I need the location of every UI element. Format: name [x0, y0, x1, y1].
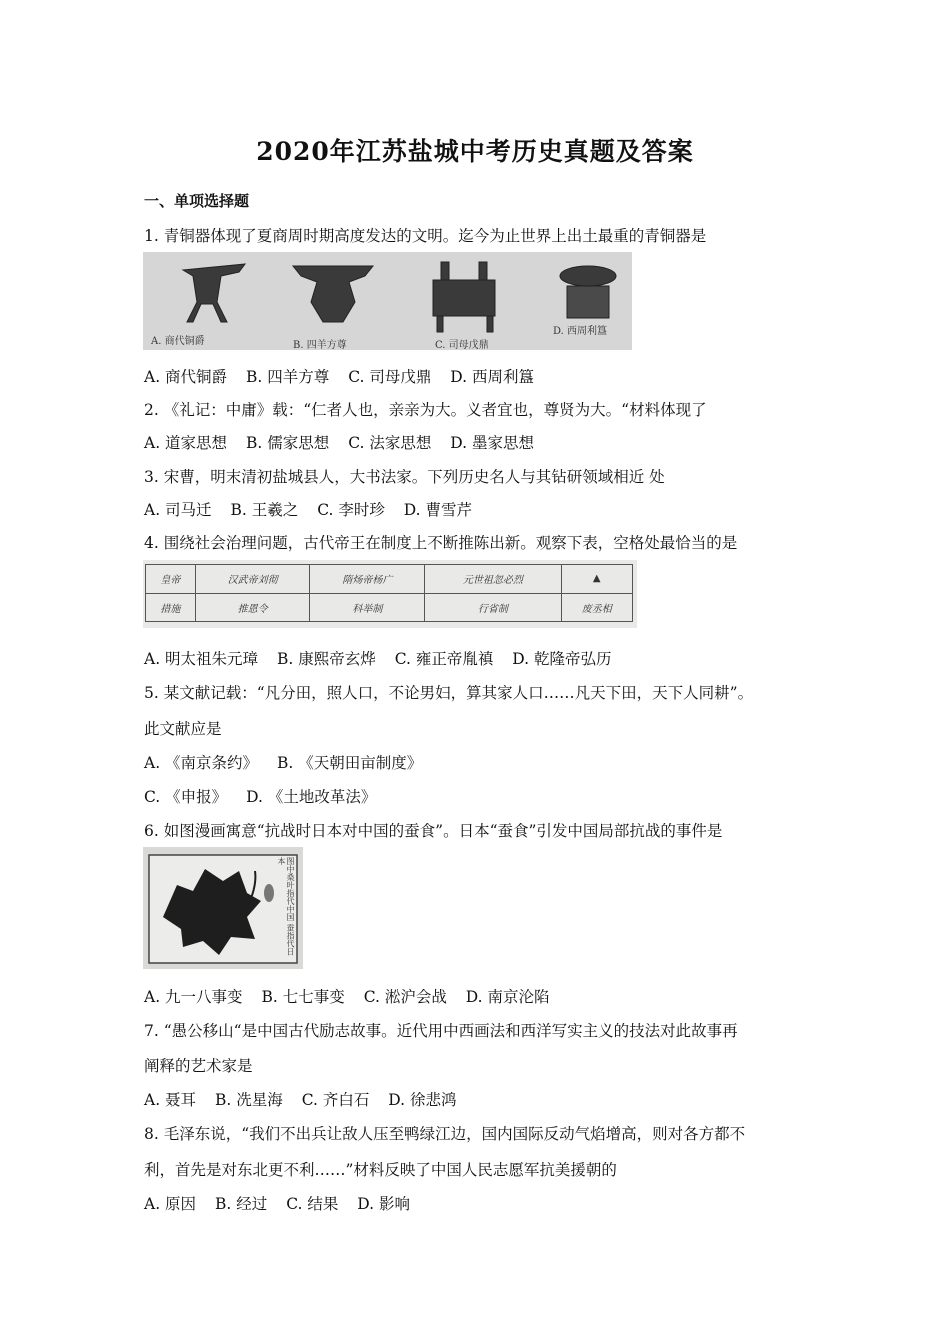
- table-cell: 元世祖忽必烈: [425, 565, 561, 594]
- table-cell: 推恩令: [195, 593, 310, 622]
- question-7-stem: 7. “愚公移山“是中国古代励志故事。近代用中西画法和西洋写实主义的技法对此故事再: [144, 1022, 738, 1040]
- table-cell: 行省制: [425, 593, 561, 622]
- question-8-stem-continued: 利，首先是对东北更不利……”材料反映了中国人民志愿军抗美援朝的: [144, 1161, 617, 1179]
- option-b[interactable]: B. 康熙帝玄烨: [277, 650, 376, 668]
- option-d[interactable]: D. 《土地改革法》: [246, 788, 377, 806]
- table-cell: 汉武帝刘彻: [195, 565, 310, 594]
- question-8-stem: 8. 毛泽东说，“我们不出兵让敌人压至鸭绿江边，国内国际反动气焰增高，则对各方都不: [144, 1125, 746, 1143]
- option-d[interactable]: D. 乾隆帝弘历: [512, 650, 612, 668]
- table-row: [146, 593, 633, 622]
- figure-caption-b: B. 四羊方尊: [293, 340, 347, 350]
- question-4-options: [144, 647, 626, 669]
- question-5-options-row1: [144, 751, 436, 773]
- option-d[interactable]: D. 曹雪芹: [403, 501, 473, 519]
- question-5-stem-continued: 此文献应是: [144, 720, 222, 738]
- question-7-stem-continued: 阐释的艺术家是: [144, 1057, 253, 1075]
- option-b[interactable]: B. 王羲之: [230, 501, 299, 519]
- cartoon-caption: 图中桑叶指代中国 蚕指代日本: [277, 857, 295, 956]
- table-cell: 科举制: [310, 593, 425, 622]
- option-a[interactable]: A. 九一八事变: [144, 988, 243, 1006]
- table-cell: ▲: [561, 565, 632, 594]
- table-cell: 废丞相: [561, 593, 632, 622]
- question-3-stem: 3. 宋曹，明末清初盐城县人，大书法家。下列历史名人与其钻研领域相近 处: [144, 468, 665, 486]
- bronze-ware-figure: [143, 252, 632, 350]
- document-title: 2020年江苏盐城中考历史真题及答案: [256, 137, 694, 166]
- option-a[interactable]: A. 司马迁: [144, 501, 212, 519]
- question-3-options: [144, 498, 486, 520]
- option-a[interactable]: A. 原因: [144, 1195, 197, 1213]
- option-d[interactable]: D. 影响: [357, 1195, 411, 1213]
- question-2-options: [144, 431, 548, 453]
- figure-caption-c: C. 司母戊鼎: [435, 340, 489, 350]
- option-b[interactable]: B. 儒家思想: [246, 434, 330, 452]
- figure-caption-d: D. 西周利簋: [553, 326, 608, 337]
- question-5-options-row2: [144, 785, 390, 807]
- question-4-stem: 4. 围绕社会治理问题，古代帝王在制度上不断推陈出新。观察下表，空格处最恰当的是: [144, 534, 738, 552]
- figure-caption-a: A. 商代铜爵: [151, 336, 205, 347]
- option-c[interactable]: C. 《申报》: [144, 788, 228, 806]
- emperor-measures-table: [145, 564, 633, 622]
- option-a[interactable]: A. 聂耳: [144, 1091, 197, 1109]
- option-b[interactable]: B. 七七事变: [261, 988, 345, 1006]
- table-cell: 皇帝: [146, 565, 196, 594]
- option-c[interactable]: C. 淞沪会战: [363, 988, 447, 1006]
- option-b[interactable]: B. 四羊方尊: [246, 368, 330, 386]
- table-cell: 措施: [146, 593, 196, 622]
- option-c[interactable]: C. 齐白石: [301, 1091, 370, 1109]
- option-c[interactable]: C. 法家思想: [348, 434, 432, 452]
- question-8-options: [144, 1192, 424, 1214]
- option-d[interactable]: D. 墨家思想: [450, 434, 535, 452]
- option-c[interactable]: C. 司母戊鼎: [348, 368, 432, 386]
- section-heading: 一、单项选择题: [144, 192, 250, 210]
- question-1-options: [144, 365, 548, 387]
- question-7-options: [144, 1088, 471, 1110]
- table-row: [146, 565, 633, 594]
- option-d[interactable]: D. 徐悲鸿: [388, 1091, 457, 1109]
- option-a[interactable]: A. 道家思想: [144, 434, 228, 452]
- option-a[interactable]: A. 明太祖朱元璋: [144, 650, 259, 668]
- option-a[interactable]: A. 商代铜爵: [144, 368, 228, 386]
- silkworm-cartoon-figure: [143, 847, 303, 969]
- table-cell: 隋炀帝杨广: [310, 565, 425, 594]
- question-6-stem: 6. 如图漫画寓意“抗战时日本对中国的蚕食”。日本“蚕食”引发中国局部抗战的事件是: [144, 822, 723, 840]
- emperor-measures-table-figure: [143, 560, 637, 628]
- option-b[interactable]: B. 经过: [215, 1195, 268, 1213]
- option-c[interactable]: C. 李时珍: [317, 501, 385, 519]
- option-c[interactable]: C. 雍正帝胤禛: [394, 650, 494, 668]
- question-5-stem: 5. 某文献记载：“凡分田，照人口，不论男妇，算其家人口……凡天下田，天下人同耕”。: [144, 684, 754, 702]
- option-c[interactable]: C. 结果: [286, 1195, 339, 1213]
- option-d[interactable]: D. 西周利簋: [450, 368, 535, 386]
- option-b[interactable]: B. 《天朝田亩制度》: [277, 754, 423, 772]
- option-a[interactable]: A. 《南京条约》: [144, 754, 259, 772]
- question-2-stem: 2. 《礼记：中庸》载：“仁者人也，亲亲为大。义者宜也，尊贤为大。“材料体现了: [144, 401, 707, 419]
- question-1-stem: 1. 青铜器体现了夏商周时期高度发达的文明。迄今为止世界上出土最重的青铜器是: [144, 227, 707, 245]
- option-d[interactable]: D. 南京沦陷: [465, 988, 550, 1006]
- question-6-options: [144, 985, 564, 1007]
- option-b[interactable]: B. 冼星海: [215, 1091, 283, 1109]
